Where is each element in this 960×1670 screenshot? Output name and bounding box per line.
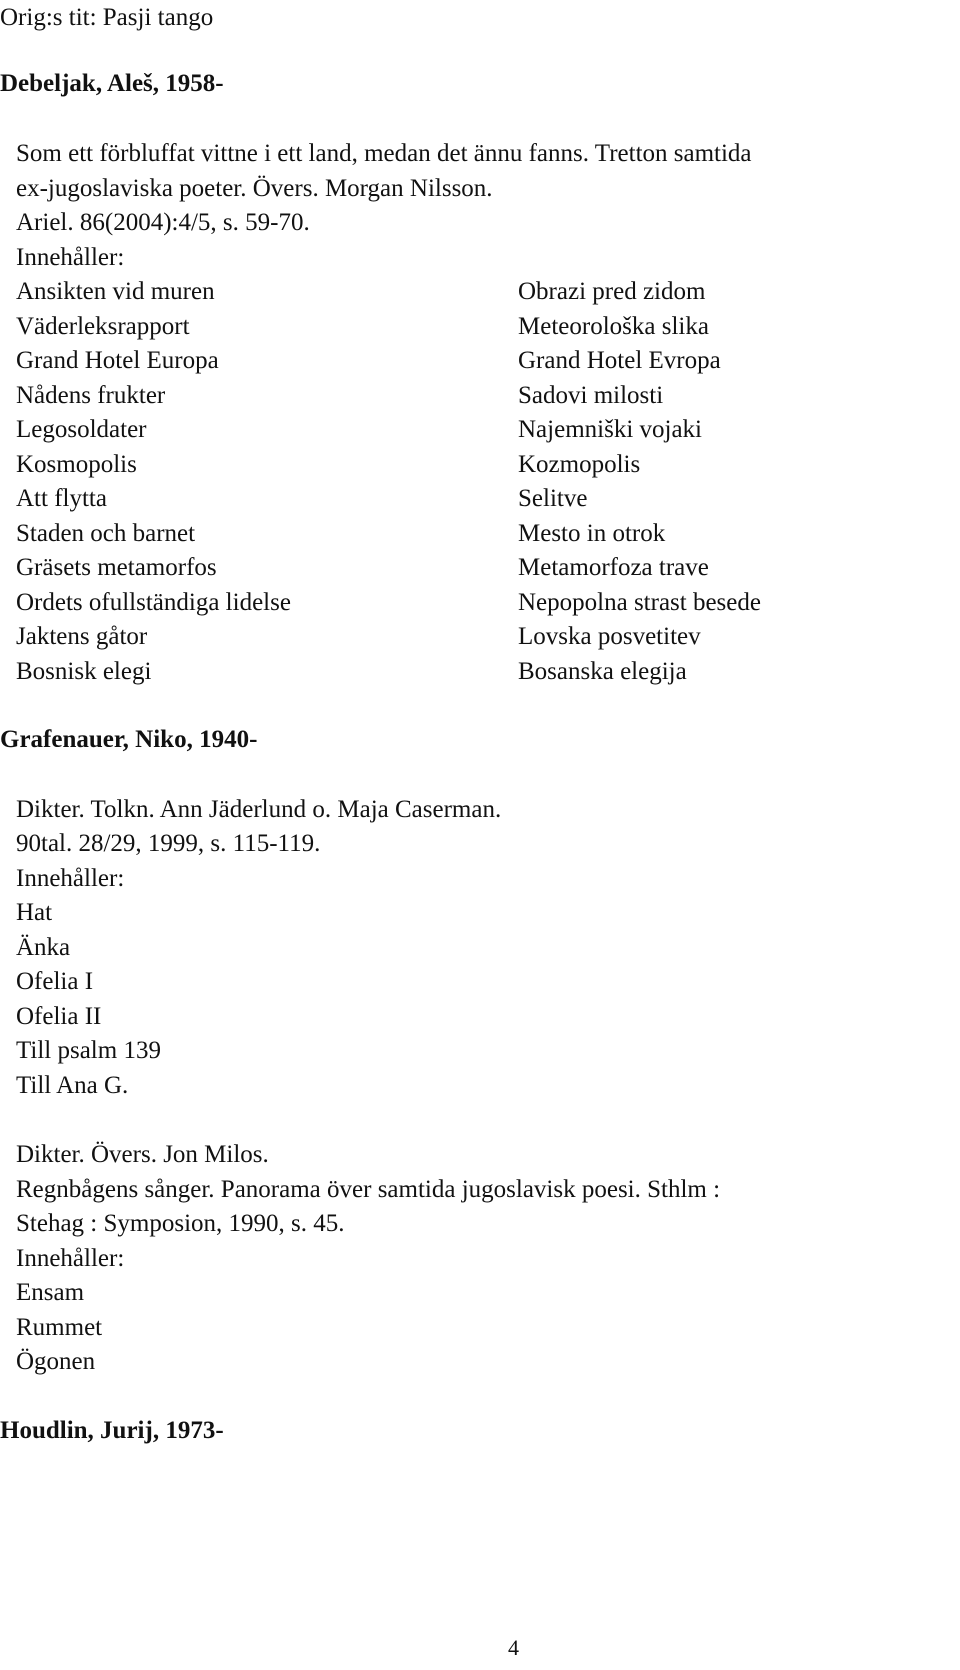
contents-label: Innehåller: — [16, 244, 125, 271]
contents-label: Innehåller: — [16, 865, 125, 892]
contents-item: Till psalm 139 — [16, 1037, 161, 1064]
contents-item: Ensam — [16, 1279, 85, 1306]
entry-line: 90tal. 28/29, 1999, s. 115-119. — [16, 830, 321, 857]
original-title: Metamorfoza trave — [518, 554, 709, 581]
original-title: Meteorološka slika — [518, 313, 709, 340]
swedish-title: Ansikten vid muren — [16, 278, 215, 305]
contents-item: Änka — [16, 934, 71, 961]
author-heading: Debeljak, Aleš, 1958- — [0, 70, 224, 97]
contents-item: Rummet — [16, 1314, 103, 1341]
original-title: Nepopolna strast besede — [518, 589, 761, 616]
original-title: Kozmopolis — [518, 451, 641, 478]
original-title-line: Orig:s tit: Pasji tango — [0, 4, 214, 31]
contents-row — [16, 619, 896, 654]
entry-line: Dikter. Tolkn. Ann Jäderlund o. Maja Caserman. — [16, 796, 502, 823]
contents-row — [16, 309, 896, 344]
entry-line: ex-jugoslaviska poeter. Övers. Morgan Nilsson. — [16, 175, 493, 202]
swedish-title: Kosmopolis — [16, 451, 137, 478]
contents-label: Innehåller: — [16, 1245, 125, 1272]
original-title: Sadovi milosti — [518, 382, 664, 409]
contents-row — [16, 654, 896, 689]
contents-row — [16, 447, 896, 482]
entry-line: Stehag : Symposion, 1990, s. 45. — [16, 1210, 345, 1237]
page-number: 4 — [508, 1635, 519, 1660]
contents-row — [16, 585, 896, 620]
swedish-title: Väderleksrapport — [16, 313, 190, 340]
contents-item: Ögonen — [16, 1348, 96, 1375]
entry-line: Dikter. Övers. Jon Milos. — [16, 1141, 269, 1168]
entry-line: Ariel. 86(2004):4/5, s. 59-70. — [16, 209, 310, 236]
swedish-title: Legosoldater — [16, 416, 147, 443]
contents-item: Hat — [16, 899, 53, 926]
author-heading: Grafenauer, Niko, 1940- — [0, 726, 258, 753]
entry-line: Regnbågens sånger. Panorama över samtida jugoslavisk poesi. Sthlm : — [16, 1176, 721, 1203]
swedish-title: Att flytta — [16, 485, 107, 512]
contents-row — [16, 378, 896, 413]
contents-row — [16, 550, 896, 585]
contents-row — [16, 481, 896, 516]
original-title: Mesto in otrok — [518, 520, 666, 547]
contents-row — [16, 516, 896, 551]
original-title: Selitve — [518, 485, 588, 512]
swedish-title: Nådens frukter — [16, 382, 166, 409]
contents-row — [16, 274, 896, 309]
original-title: Obrazi pred zidom — [518, 278, 706, 305]
swedish-title: Jaktens gåtor — [16, 623, 148, 650]
contents-row — [16, 412, 896, 447]
swedish-title: Staden och barnet — [16, 520, 196, 547]
swedish-title: Gräsets metamorfos — [16, 554, 217, 581]
contents-item: Ofelia I — [16, 968, 94, 995]
swedish-title: Ordets ofullständiga lidelse — [16, 589, 291, 616]
original-title: Grand Hotel Evropa — [518, 347, 721, 374]
contents-item: Till Ana G. — [16, 1072, 129, 1099]
original-title: Bosanska elegija — [518, 658, 687, 685]
contents-item: Ofelia II — [16, 1003, 102, 1030]
entry-line: Som ett förbluffat vittne i ett land, medan det ännu fanns. Tretton samtida — [16, 140, 752, 167]
swedish-title: Grand Hotel Europa — [16, 347, 219, 374]
swedish-title: Bosnisk elegi — [16, 658, 152, 685]
contents-row — [16, 343, 896, 378]
author-heading: Houdlin, Jurij, 1973- — [0, 1417, 224, 1444]
original-title: Lovska posvetitev — [518, 623, 701, 650]
original-title: Najemniški vojaki — [518, 416, 702, 443]
